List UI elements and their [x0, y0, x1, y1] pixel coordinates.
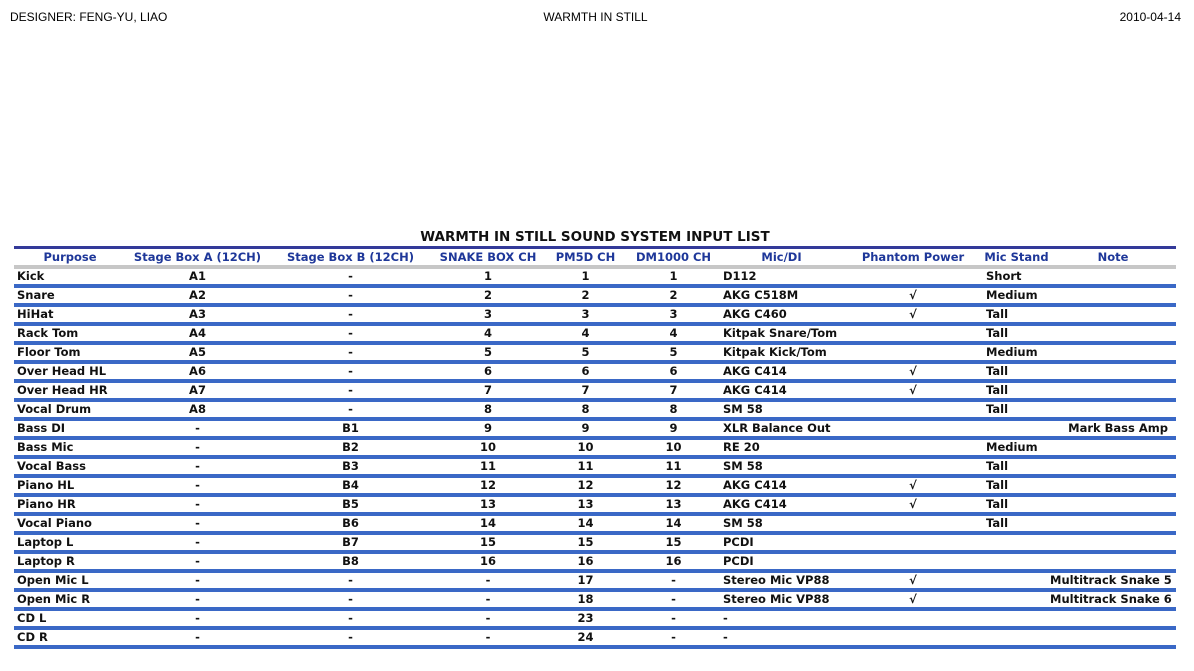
cell-note [1050, 533, 1176, 552]
cell-note [1050, 476, 1176, 495]
cell-snake-box-ch: - [432, 609, 544, 628]
cell-phantom-power: √ [843, 476, 983, 495]
cell-purpose: Piano HR [14, 495, 126, 514]
cell-stage-box-a: - [126, 533, 269, 552]
cell-stage-box-b: B2 [269, 438, 432, 457]
cell-mic-stand [983, 609, 1050, 628]
table-row [14, 438, 1176, 457]
cell-mic-di: AKG C414 [720, 381, 843, 400]
cell-snake-box-ch: 5 [432, 343, 544, 362]
cell-stage-box-b: - [269, 609, 432, 628]
cell-stage-box-b: B4 [269, 476, 432, 495]
column-header-stage-box-a: Stage Box A (12CH) [126, 249, 269, 267]
cell-stage-box-b: - [269, 571, 432, 590]
cell-stage-box-a: A6 [126, 362, 269, 381]
table-row [14, 362, 1176, 381]
cell-phantom-power [843, 419, 983, 438]
cell-note [1050, 381, 1176, 400]
cell-stage-box-a: A4 [126, 324, 269, 343]
table-row [14, 400, 1176, 419]
cell-mic-di: SM 58 [720, 457, 843, 476]
cell-purpose: Bass Mic [14, 438, 126, 457]
cell-phantom-power: √ [843, 362, 983, 381]
cell-snake-box-ch: 2 [432, 286, 544, 305]
cell-phantom-power: √ [843, 381, 983, 400]
cell-mic-stand [983, 628, 1050, 647]
cell-dm1000-ch: 6 [627, 362, 720, 381]
cell-pm5d-ch: 11 [544, 457, 627, 476]
cell-note [1050, 495, 1176, 514]
cell-dm1000-ch: 11 [627, 457, 720, 476]
cell-purpose: Over Head HR [14, 381, 126, 400]
cell-mic-di: AKG C518M [720, 286, 843, 305]
cell-note [1050, 552, 1176, 571]
cell-note: Mark Bass Amp [1050, 419, 1176, 438]
document-title: WARMTH IN STILL [543, 10, 648, 24]
cell-mic-di: RE 20 [720, 438, 843, 457]
cell-snake-box-ch: 10 [432, 438, 544, 457]
cell-mic-di: AKG C414 [720, 495, 843, 514]
cell-dm1000-ch: 5 [627, 343, 720, 362]
cell-pm5d-ch: 6 [544, 362, 627, 381]
cell-stage-box-b: B3 [269, 457, 432, 476]
cell-dm1000-ch: 3 [627, 305, 720, 324]
cell-pm5d-ch: 9 [544, 419, 627, 438]
cell-stage-box-a: A3 [126, 305, 269, 324]
cell-purpose: Vocal Drum [14, 400, 126, 419]
cell-purpose: Vocal Bass [14, 457, 126, 476]
cell-snake-box-ch: 14 [432, 514, 544, 533]
cell-mic-stand: Short [983, 267, 1050, 286]
cell-mic-di: AKG C414 [720, 362, 843, 381]
cell-dm1000-ch: 8 [627, 400, 720, 419]
cell-dm1000-ch: - [627, 609, 720, 628]
cell-stage-box-a: A8 [126, 400, 269, 419]
cell-snake-box-ch: - [432, 628, 544, 647]
table-row [14, 286, 1176, 305]
cell-mic-di: Kitpak Snare/Tom [720, 324, 843, 343]
cell-pm5d-ch: 13 [544, 495, 627, 514]
cell-mic-stand: Medium [983, 286, 1050, 305]
table-row [14, 457, 1176, 476]
cell-dm1000-ch: 12 [627, 476, 720, 495]
cell-phantom-power [843, 343, 983, 362]
document-date: 2010-04-14 [1119, 10, 1181, 24]
cell-purpose: Open Mic L [14, 571, 126, 590]
cell-snake-box-ch: 16 [432, 552, 544, 571]
sheet-title: WARMTH IN STILL SOUND SYSTEM INPUT LIST [420, 229, 770, 245]
cell-mic-stand [983, 552, 1050, 571]
cell-stage-box-a: - [126, 419, 269, 438]
cell-mic-di: Kitpak Kick/Tom [720, 343, 843, 362]
cell-mic-stand: Tall [983, 381, 1050, 400]
table-row [14, 343, 1176, 362]
cell-snake-box-ch: 9 [432, 419, 544, 438]
cell-phantom-power [843, 609, 983, 628]
cell-purpose: Laptop R [14, 552, 126, 571]
cell-pm5d-ch: 1 [544, 267, 627, 286]
cell-stage-box-a: - [126, 457, 269, 476]
cell-note: Multitrack Snake 6 [1050, 590, 1176, 609]
table-row [14, 514, 1176, 533]
cell-dm1000-ch: 2 [627, 286, 720, 305]
cell-snake-box-ch: 12 [432, 476, 544, 495]
input-list-sheet [14, 229, 1176, 649]
cell-note [1050, 438, 1176, 457]
cell-stage-box-b: B6 [269, 514, 432, 533]
cell-phantom-power [843, 628, 983, 647]
cell-pm5d-ch: 5 [544, 343, 627, 362]
cell-mic-stand: Tall [983, 457, 1050, 476]
cell-purpose: Bass DI [14, 419, 126, 438]
cell-phantom-power [843, 533, 983, 552]
table-row [14, 533, 1176, 552]
cell-pm5d-ch: 18 [544, 590, 627, 609]
table-row [14, 267, 1176, 286]
cell-snake-box-ch: 6 [432, 362, 544, 381]
cell-stage-box-b: - [269, 362, 432, 381]
cell-dm1000-ch: 1 [627, 267, 720, 286]
cell-phantom-power: √ [843, 286, 983, 305]
table-row [14, 571, 1176, 590]
cell-pm5d-ch: 7 [544, 381, 627, 400]
cell-purpose: Kick [14, 267, 126, 286]
cell-stage-box-b: - [269, 286, 432, 305]
cell-mic-di: PCDI [720, 533, 843, 552]
column-header-stage-box-b: Stage Box B (12CH) [269, 249, 432, 267]
cell-mic-stand: Tall [983, 362, 1050, 381]
cell-snake-box-ch: 11 [432, 457, 544, 476]
cell-mic-stand: Tall [983, 476, 1050, 495]
cell-phantom-power [843, 324, 983, 343]
cell-note: Multitrack Snake 5 [1050, 571, 1176, 590]
column-header-purpose: Purpose [14, 249, 126, 267]
cell-stage-box-a: - [126, 438, 269, 457]
cell-phantom-power [843, 400, 983, 419]
cell-mic-stand: Medium [983, 343, 1050, 362]
table-row [14, 628, 1176, 647]
cell-dm1000-ch: 10 [627, 438, 720, 457]
table-row [14, 590, 1176, 609]
cell-phantom-power: √ [843, 495, 983, 514]
cell-pm5d-ch: 14 [544, 514, 627, 533]
cell-stage-box-a: A7 [126, 381, 269, 400]
cell-note [1050, 514, 1176, 533]
cell-note [1050, 362, 1176, 381]
cell-mic-stand: Tall [983, 324, 1050, 343]
cell-mic-stand: Tall [983, 400, 1050, 419]
cell-purpose: HiHat [14, 305, 126, 324]
cell-stage-box-b: - [269, 267, 432, 286]
cell-mic-di: - [720, 609, 843, 628]
cell-phantom-power: √ [843, 305, 983, 324]
cell-pm5d-ch: 10 [544, 438, 627, 457]
cell-stage-box-b: B8 [269, 552, 432, 571]
cell-mic-stand: Tall [983, 514, 1050, 533]
cell-dm1000-ch: - [627, 571, 720, 590]
cell-stage-box-a: - [126, 609, 269, 628]
table-row [14, 552, 1176, 571]
cell-mic-di: PCDI [720, 552, 843, 571]
cell-mic-stand [983, 419, 1050, 438]
table-row [14, 324, 1176, 343]
cell-purpose: Open Mic R [14, 590, 126, 609]
cell-phantom-power [843, 552, 983, 571]
cell-dm1000-ch: 4 [627, 324, 720, 343]
cell-pm5d-ch: 17 [544, 571, 627, 590]
cell-pm5d-ch: 23 [544, 609, 627, 628]
cell-pm5d-ch: 8 [544, 400, 627, 419]
cell-note [1050, 324, 1176, 343]
cell-snake-box-ch: - [432, 590, 544, 609]
cell-mic-di: SM 58 [720, 400, 843, 419]
cell-stage-box-b: B7 [269, 533, 432, 552]
cell-note [1050, 267, 1176, 286]
column-header-phantom-power: Phantom Power [843, 249, 983, 267]
cell-note [1050, 400, 1176, 419]
column-header-snake-box-ch: SNAKE BOX CH [432, 249, 544, 267]
cell-pm5d-ch: 15 [544, 533, 627, 552]
cell-purpose: Vocal Piano [14, 514, 126, 533]
cell-stage-box-a: - [126, 571, 269, 590]
table-body [14, 267, 1176, 647]
table-row [14, 305, 1176, 324]
cell-snake-box-ch: 1 [432, 267, 544, 286]
cell-dm1000-ch: 9 [627, 419, 720, 438]
cell-dm1000-ch: 13 [627, 495, 720, 514]
cell-phantom-power [843, 438, 983, 457]
cell-pm5d-ch: 24 [544, 628, 627, 647]
cell-stage-box-a: - [126, 552, 269, 571]
cell-purpose: Over Head HL [14, 362, 126, 381]
cell-snake-box-ch: 7 [432, 381, 544, 400]
cell-dm1000-ch: 16 [627, 552, 720, 571]
cell-mic-di: Stereo Mic VP88 [720, 571, 843, 590]
cell-note [1050, 343, 1176, 362]
cell-mic-stand: Tall [983, 305, 1050, 324]
cell-mic-di: - [720, 628, 843, 647]
cell-stage-box-b: B5 [269, 495, 432, 514]
cell-pm5d-ch: 4 [544, 324, 627, 343]
cell-pm5d-ch: 12 [544, 476, 627, 495]
cell-stage-box-b: - [269, 628, 432, 647]
cell-stage-box-a: - [126, 514, 269, 533]
table-row [14, 419, 1176, 438]
table-row [14, 609, 1176, 628]
cell-purpose: Rack Tom [14, 324, 126, 343]
cell-pm5d-ch: 2 [544, 286, 627, 305]
cell-stage-box-a: - [126, 476, 269, 495]
cell-purpose: Piano HL [14, 476, 126, 495]
cell-snake-box-ch: - [432, 571, 544, 590]
cell-dm1000-ch: - [627, 590, 720, 609]
input-list-table [14, 249, 1176, 649]
cell-stage-box-b: - [269, 343, 432, 362]
cell-mic-di: AKG C460 [720, 305, 843, 324]
cell-dm1000-ch: 7 [627, 381, 720, 400]
cell-stage-box-b: - [269, 305, 432, 324]
cell-stage-box-a: - [126, 628, 269, 647]
cell-mic-di: SM 58 [720, 514, 843, 533]
cell-stage-box-b: - [269, 590, 432, 609]
cell-stage-box-a: A2 [126, 286, 269, 305]
cell-dm1000-ch: 14 [627, 514, 720, 533]
cell-dm1000-ch: 15 [627, 533, 720, 552]
page-header [10, 10, 1181, 26]
cell-mic-di: XLR Balance Out [720, 419, 843, 438]
column-header-dm1000-ch: DM1000 CH [627, 249, 720, 267]
cell-snake-box-ch: 15 [432, 533, 544, 552]
cell-purpose: CD L [14, 609, 126, 628]
cell-phantom-power [843, 457, 983, 476]
cell-purpose: CD R [14, 628, 126, 647]
cell-stage-box-b: - [269, 400, 432, 419]
cell-mic-di: AKG C414 [720, 476, 843, 495]
column-header-mic-di: Mic/DI [720, 249, 843, 267]
cell-stage-box-b: B1 [269, 419, 432, 438]
cell-snake-box-ch: 8 [432, 400, 544, 419]
cell-note [1050, 457, 1176, 476]
cell-phantom-power: √ [843, 590, 983, 609]
table-row [14, 381, 1176, 400]
cell-mic-stand [983, 571, 1050, 590]
cell-note [1050, 609, 1176, 628]
cell-phantom-power [843, 267, 983, 286]
cell-mic-di: Stereo Mic VP88 [720, 590, 843, 609]
column-header-note: Note [1050, 249, 1176, 267]
cell-purpose: Laptop L [14, 533, 126, 552]
cell-phantom-power [843, 514, 983, 533]
cell-note [1050, 286, 1176, 305]
cell-note [1050, 628, 1176, 647]
cell-snake-box-ch: 13 [432, 495, 544, 514]
cell-pm5d-ch: 3 [544, 305, 627, 324]
cell-mic-di: D112 [720, 267, 843, 286]
cell-purpose: Snare [14, 286, 126, 305]
cell-mic-stand [983, 533, 1050, 552]
designer-label: DESIGNER: FENG-YU, LIAO [10, 10, 168, 24]
cell-note [1050, 305, 1176, 324]
cell-stage-box-a: A1 [126, 267, 269, 286]
cell-mic-stand [983, 590, 1050, 609]
cell-purpose: Floor Tom [14, 343, 126, 362]
table-row [14, 495, 1176, 514]
cell-phantom-power: √ [843, 571, 983, 590]
cell-snake-box-ch: 3 [432, 305, 544, 324]
cell-stage-box-a: A5 [126, 343, 269, 362]
column-header-pm5d-ch: PM5D CH [544, 249, 627, 267]
cell-dm1000-ch: - [627, 628, 720, 647]
table-header-row [14, 249, 1176, 267]
cell-pm5d-ch: 16 [544, 552, 627, 571]
column-header-mic-stand: Mic Stand [983, 249, 1050, 267]
cell-mic-stand: Tall [983, 495, 1050, 514]
cell-stage-box-b: - [269, 324, 432, 343]
cell-stage-box-a: - [126, 590, 269, 609]
table-row [14, 476, 1176, 495]
cell-stage-box-b: - [269, 381, 432, 400]
cell-snake-box-ch: 4 [432, 324, 544, 343]
cell-mic-stand: Medium [983, 438, 1050, 457]
cell-stage-box-a: - [126, 495, 269, 514]
